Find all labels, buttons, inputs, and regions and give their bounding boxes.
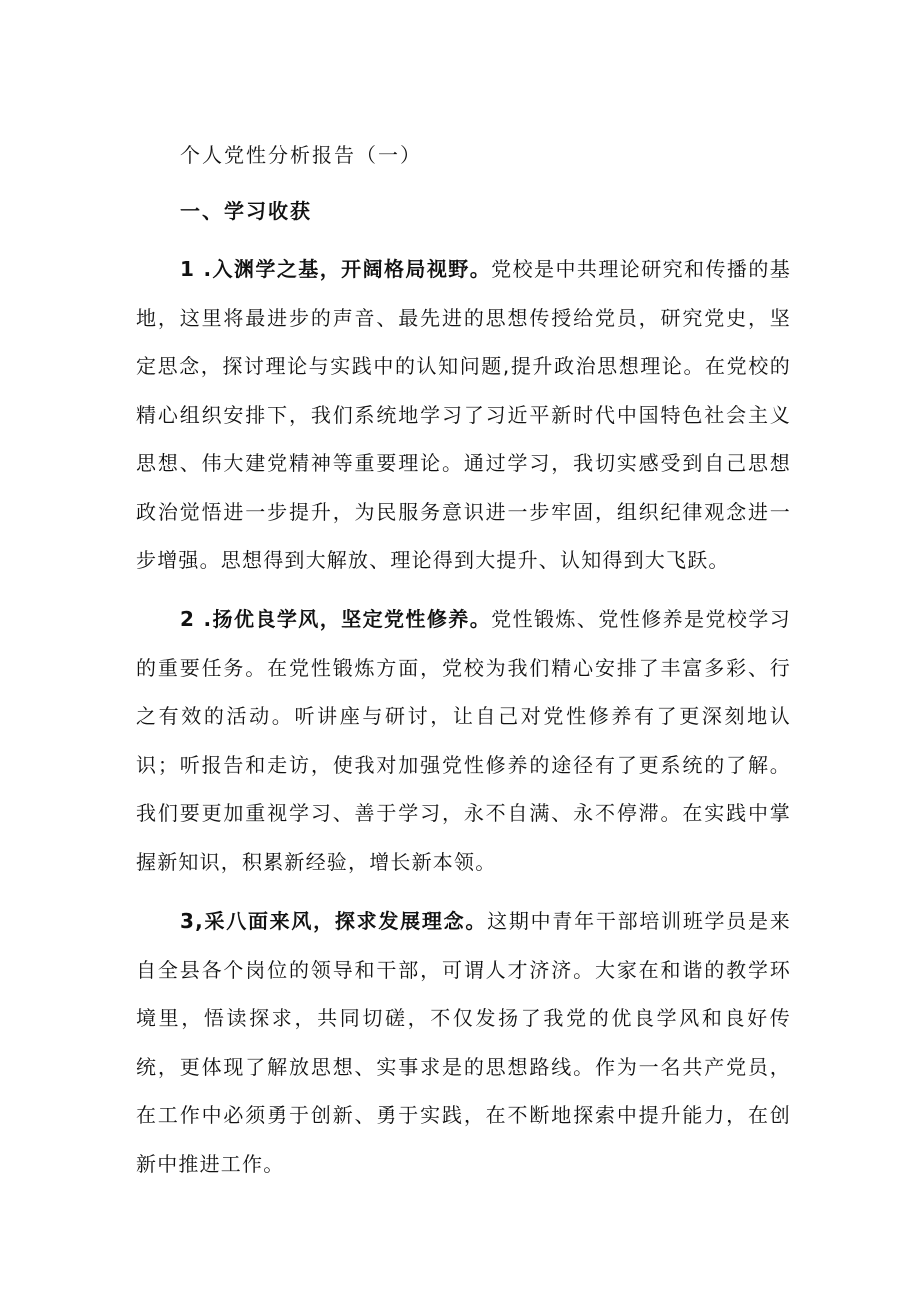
paragraph-1-lead: 1 .入渊学之基，开阔格局视野。 <box>180 257 492 281</box>
paragraph-2 <box>136 595 791 886</box>
paragraph-1 <box>136 245 791 585</box>
document-title: 个人党性分析报告（一） <box>180 143 422 167</box>
paragraph-2-lead: 2 .扬优良学风，坚定党性修养。 <box>180 607 492 631</box>
paragraph-1-body: 党校是中共理论研究和传播的基地，这里将最进步的声音、最先进的思想传授给党员，研究党史，坚定思念，探讨理论与实践中的认知问题,提升政治思想理论。在党校的精心组织安排下，我们系统地学习了习近平新时代中国特色社会主义思想、伟大建党精神等重要理论。通过学习，我切实感受到自己思想政治觉悟进一步提升，为民服务意识进一步牢固，组织纪律观念进一步增强。思想得到大解放、理论得到大提升、认知得到大飞跃。 <box>136 257 791 572</box>
section-heading: 一、学习收获 <box>180 199 312 223</box>
paragraph-3-lead: 3,采八面来风，探求发展理念。 <box>180 909 488 933</box>
paragraph-2-body: 党性锻炼、党性修养是党校学习的重要任务。在党性锻炼方面，党校为我们精心安排了丰富多彩、行之有效的活动。听讲座与研讨，让自己对党性修养有了更深刻地认识；听报告和走访，使我对加强党性修养的途径有了更系统的了解。我们要更加重视学习、善于学习，永不自满、永不停滞。在实践中掌握新知识，积累新经验，增长新本领。 <box>136 607 791 874</box>
paragraph-3-body: 这期中青年干部培训班学员是来自全县各个岗位的领导和干部，可谓人才济济。大家在和谐的教学环境里，悟读探求，共同切磋，不仅发扬了我党的优良学风和良好传统，更体现了解放思想、实事求是的思想路线。作为一名共产党员，在工作中必须勇于创新、勇于实践，在不断地探索中提升能力，在创新中推进工作。 <box>136 909 791 1176</box>
paragraph-3 <box>136 897 791 1188</box>
